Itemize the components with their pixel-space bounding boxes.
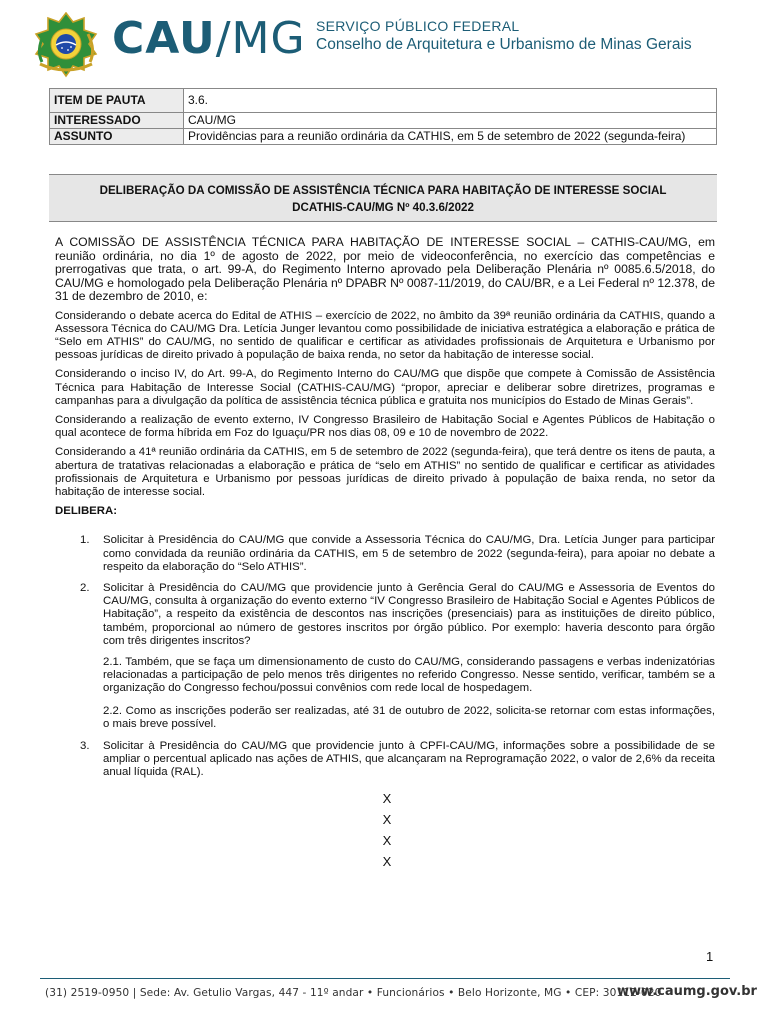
document-body xyxy=(55,236,715,872)
table-row xyxy=(50,89,717,113)
item-number: 1. xyxy=(80,534,90,547)
mark: X xyxy=(382,832,392,848)
interested-value: CAU/MG xyxy=(184,113,717,129)
logo-cau: CAU xyxy=(112,13,216,64)
list-item xyxy=(55,582,715,648)
intro-paragraph: A COMISSÃO DE ASSISTÊNCIA TÉCNICA PARA HABITAÇÃO DE INTERESSE SOCIAL – CATHIS-CAU/MG, em reunião ordinária, no dia 1º de agosto de 2022, por meio de videoconferência, no exercício das competências e prerrogativas que trata, o art. 99-A, do Regimento Interno aprovado pela Deliberação Plenária nº 0085.6.5/2018, do CAU/MG e homologado pela Deliberação Plenária nº DPABR Nº 0087-11/2019, do CAU/BR, e a Lei Federal nº 12.378, de 31 de dezembro de 2010, e: xyxy=(55,235,715,303)
deliberation-title xyxy=(49,174,717,222)
mark: X xyxy=(382,853,392,869)
table-row xyxy=(50,129,717,145)
agenda-info-table xyxy=(49,88,717,145)
subject-label: ASSUNTO xyxy=(50,129,184,145)
letterhead xyxy=(0,0,770,82)
considering-paragraph: Considerando o debate acerca do Edital de ATHIS – exercício de 2022, no âmbito da 39ª reunião ordinária da CATHIS, quando a Assessora Técnica do CAU/MG Dra. Letícia Junger levantou como possibilidade de iniciativa estratégica a elaboração e prática de “Selo em ATHIS” do CAU/MG, no sentido de qualificar e certificar as atividades profissionais de Arquitetura e Urbanismo por pessoas jurídicas de direito privado à população de baixa renda, no setor da habitação de interesse social. xyxy=(55,309,715,362)
considering-paragraph: Considerando a realização de evento externo, IV Congresso Brasileiro de Habitação Social e Agentes Públicos de Habitação o qual acontece de forma híbrida em Foz do Iguaçu/PR nos dias 08, 09 e 10 de novembro de 2022. xyxy=(55,413,715,440)
item-text: Solicitar à Presidência do CAU/MG que providencie junto à Gerência Geral do CAU/MG e Assessoria de Eventos do CAU/MG, consulta à organização do evento externo “IV Congresso Brasileiro de Habitação Social e Agentes Públicos de Habitação”, a respeito da existência de descontos nas inscrições (presenciais) para as instituições de direito público, também, proporcional ao número de gestores inscritos por órgão público. Por exemplo: haveria desconto para órgão com três dirigentes inscritos? xyxy=(103,581,715,647)
signature-marks xyxy=(55,788,715,872)
council-name xyxy=(316,18,692,55)
brazil-coat-of-arms-icon xyxy=(32,12,100,80)
logo-mg: MG xyxy=(231,13,306,64)
considering-paragraph: Considerando o inciso IV, do Art. 99-A, do Regimento Interno do CAU/MG que dispõe que compete à Comissão de Assistência Técnica para Habitação de Interesse Social (CATHIS-CAU/MG) “propor, apreciar e deliberar sobre diretrizes, programas e campanhas para a divulgação da política de assistência técnica pública e gratuita nos municípios do Estado de Minas Gerais”. xyxy=(55,368,715,407)
item-value: 3.6. xyxy=(184,89,717,113)
title-line-1: DELIBERAÇÃO DA COMISSÃO DE ASSISTÊNCIA TÉCNICA PARA HABITAÇÃO DE INTERESSE SOCIAL xyxy=(99,184,667,197)
cau-mg-logo xyxy=(112,14,306,64)
list-item xyxy=(55,740,715,780)
service-label: SERVIÇO PÚBLICO FEDERAL xyxy=(316,18,520,34)
mark: X xyxy=(382,790,392,806)
footer-website-link[interactable]: www.caumg.gov.br xyxy=(617,984,757,999)
sub-item: 2.1. Também, que se faça um dimensionamento de custo do CAU/MG, considerando passagens e verbas indenizatórias relacionadas a participação de pelo menos três dirigentes no referido Congresso. Nesse sentido, verificar, também se a organização do Congresso fechou/possui convênios com rede local de hospedagem. xyxy=(103,655,715,695)
list-item xyxy=(55,534,715,574)
interested-label: INTERESSADO xyxy=(50,113,184,129)
delibera-heading: DELIBERA: xyxy=(55,505,118,518)
footer-divider xyxy=(40,978,730,979)
item-number: 3. xyxy=(80,739,90,752)
council-label: Conselho de Arquitetura e Urbanismo de Minas Gerais xyxy=(316,36,692,53)
subject-value: Providências para a reunião ordinária da CATHIS, em 5 de setembro de 2022 (segunda-feira) xyxy=(184,129,717,145)
item-number: 2. xyxy=(80,581,90,594)
sub-item: 2.2. Como as inscrições poderão ser realizadas, até 31 de outubro de 2022, solicita-se retornar com estas informações, o mais breve possível. xyxy=(103,704,715,730)
title-line-2: DCATHIS-CAU/MG Nº 40.3.6/2022 xyxy=(292,201,474,214)
item-text: Solicitar à Presidência do CAU/MG que providencie junto à CPFI-CAU/MG, informações sobre a possibilidade de se ampliar o percentual aplicado nas ações de ATHIS, que alcançaram na Reprogramação 2022, o valor de 2,6% da receita anual líquida (RAL). xyxy=(103,739,715,779)
item-text: Solicitar à Presidência do CAU/MG que convide a Assessoria Técnica do CAU/MG, Dra. Letícia Junger para participar como convidada da reunião ordinária da CATHIS, em 5 de setembro de 2022 (segunda-feira), para apoiar no debate a respeito da elaboração do “Selo ATHIS”. xyxy=(103,534,715,573)
logo-slash: / xyxy=(215,13,232,64)
table-row xyxy=(50,113,717,129)
footer-address: (31) 2519-0950 | Sede: Av. Getulio Vargas, 447 - 11º andar • Funcionários • Belo Horizonte, MG • CEP: 30112-020 xyxy=(45,987,662,999)
mark: X xyxy=(382,811,392,827)
considering-paragraph: Considerando a 41ª reunião ordinária da CATHIS, em 5 de setembro de 2022 (segunda-feira), que terá dentre os itens de pauta, a abertura de tratativas relacionadas a elaboração e prática de “selo em ATHIS” no sentido de qualificar e certificar as atividades profissionais de Arquitetura e Urbanismo por pessoas jurídicas de direito privado à população de baixa renda, no setor da habitação de interesse social. xyxy=(55,446,715,498)
item-label: ITEM DE PAUTA xyxy=(50,89,184,113)
page-number: 1 xyxy=(706,949,714,964)
